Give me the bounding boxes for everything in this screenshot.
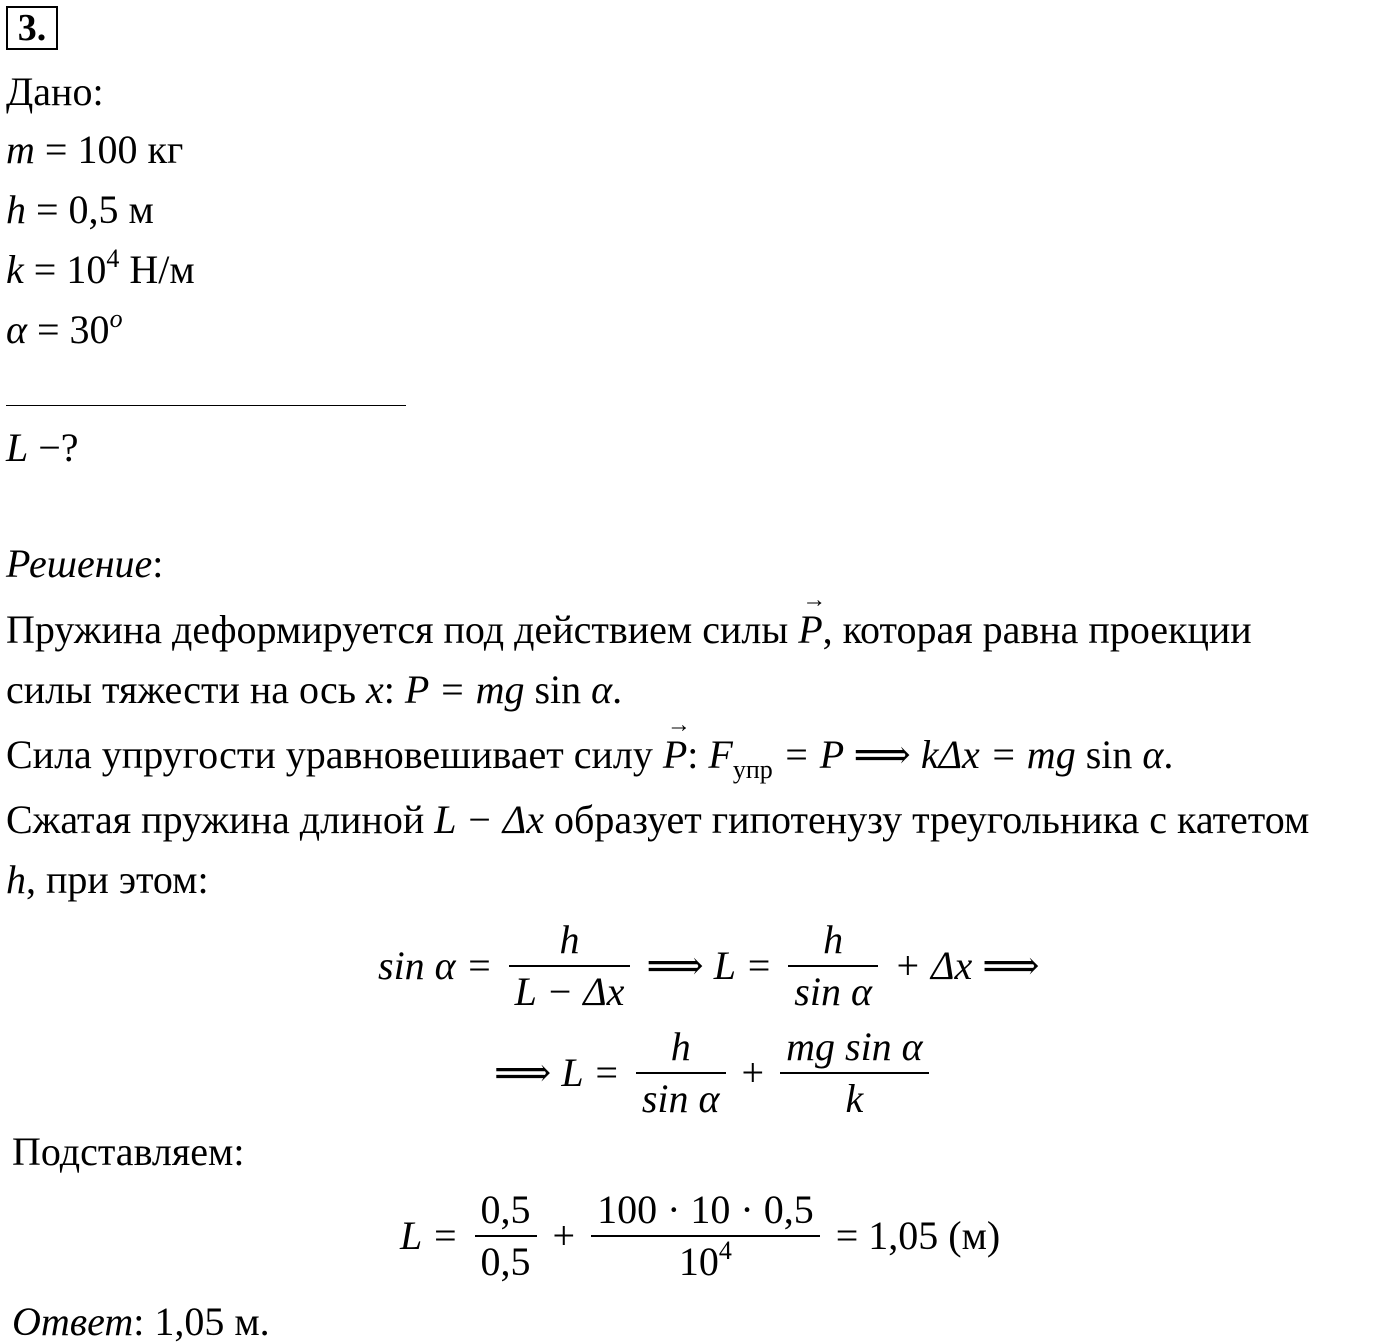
given-height <box>6 187 154 232</box>
solution-line-4 <box>6 797 1310 842</box>
height-value: = 0,5 м <box>26 187 154 232</box>
line2-colon: : <box>383 667 405 712</box>
line5-symbol: h <box>6 857 26 902</box>
line2-alpha: α <box>591 667 613 712</box>
task-number: 3. <box>6 6 58 50</box>
line2-text-a: силы тяжести на ось <box>6 667 366 712</box>
formula3-den-base: 10 <box>678 1239 719 1284</box>
mass-symbol: m <box>6 127 35 172</box>
formula2-f1-num: h <box>636 1022 726 1074</box>
solution-line-3 <box>6 732 1174 784</box>
solution-line-2 <box>6 667 623 712</box>
formula1-tail: + Δx ⟹ <box>893 943 1040 988</box>
find-symbol: L <box>6 425 29 470</box>
force-symbol: F <box>708 732 733 777</box>
solution-line-1 <box>6 607 1252 652</box>
answer-text: : 1,05 м. <box>133 1299 270 1344</box>
formula1-fraction-1 <box>509 915 631 1017</box>
line3-sin: sin <box>1075 732 1143 777</box>
formula1-f1-den: L − Δx <box>514 969 625 1014</box>
formula3-lead: L = <box>400 1213 459 1258</box>
solution-colon: : <box>152 541 164 586</box>
stiffness-exponent: 4 <box>106 244 120 273</box>
substitute-label: Подставляем: <box>12 1129 245 1174</box>
answer-line <box>12 1299 270 1344</box>
formula2-fraction-1 <box>636 1022 726 1124</box>
formula3-f1-num: 0,5 <box>475 1185 537 1237</box>
given-mass <box>6 127 184 172</box>
formula1-f2-num: h <box>788 915 878 967</box>
formula-1 <box>378 915 1040 1017</box>
stiffness-value: = 10 <box>23 247 107 292</box>
line4-text-b: образует гипотенузу треугольника с катетом <box>544 797 1310 842</box>
formula3-f2-num: 100 · 10 · 0,5 <box>591 1185 820 1237</box>
line3-end: . <box>1163 732 1174 777</box>
formula2-plus: + <box>741 1050 765 1095</box>
formula1-f1-num: h <box>509 915 631 967</box>
formula3-f2-den <box>591 1237 820 1287</box>
given-stiffness <box>6 244 195 292</box>
find-text: −? <box>28 425 79 470</box>
line2-sin: sin <box>524 667 592 712</box>
stiffness-symbol: k <box>6 247 24 292</box>
solution-line-5 <box>6 857 209 902</box>
formula1-f2-den: sin α <box>794 969 872 1014</box>
given-divider <box>6 405 406 406</box>
formula2-f1-den: sin α <box>641 1076 720 1121</box>
line3-alpha: α <box>1142 732 1164 777</box>
height-symbol: h <box>6 187 26 232</box>
line3-formula: = P ⟹ kΔx = mg <box>772 732 1076 777</box>
formula1-lhs: sin α = <box>378 943 493 988</box>
given-header: Дано: <box>6 69 104 114</box>
find-line <box>6 425 79 470</box>
line2-end: . <box>612 667 623 712</box>
formula3-den-exp: 4 <box>718 1236 732 1265</box>
line1-text-b: , которая равна проекции <box>822 607 1252 652</box>
line4-formula: L − Δx <box>434 797 544 842</box>
line3-text-a: Сила упругости уравновешивает силу <box>6 732 663 777</box>
angle-degree: o <box>109 304 123 333</box>
solution-label: Решение <box>6 541 153 586</box>
answer-label: Ответ <box>12 1299 134 1344</box>
mass-value: = 100 кг <box>34 127 184 172</box>
vector-p-2: → P <box>663 735 687 775</box>
line3-colon: : <box>687 732 709 777</box>
angle-symbol: α <box>6 307 27 352</box>
formula3-fraction-1 <box>475 1185 537 1287</box>
vector-p: → P <box>798 610 822 650</box>
formula-3 <box>400 1185 1000 1287</box>
formula3-plus: + <box>552 1213 576 1258</box>
line4-text-a: Сжатая пружина длиной <box>6 797 435 842</box>
line1-text-a: Пружина деформируется под действием силы <box>6 607 799 652</box>
formula2-fraction-2 <box>780 1022 929 1124</box>
line2-formula: P = mg <box>404 667 525 712</box>
angle-value: = 30 <box>27 307 110 352</box>
formula1-fraction-2 <box>788 915 878 1017</box>
given-angle <box>6 304 123 352</box>
formula2-f2-den: k <box>845 1076 864 1121</box>
solution-header <box>6 541 164 586</box>
formula3-result: = 1,05 (м) <box>835 1213 1001 1258</box>
line5-text: , при этом: <box>26 857 209 902</box>
axis-x: x <box>366 667 384 712</box>
stiffness-unit: Н/м <box>119 247 195 292</box>
formula2-f2-num: mg sin α <box>780 1022 929 1074</box>
force-subscript: упр <box>732 755 773 784</box>
formula-2 <box>494 1022 935 1124</box>
formula1-mid: ⟹ L = <box>646 943 773 988</box>
formula3-f1-den: 0,5 <box>480 1239 531 1284</box>
formula3-fraction-2 <box>591 1185 820 1287</box>
formula2-lead: ⟹ L = <box>494 1050 620 1095</box>
